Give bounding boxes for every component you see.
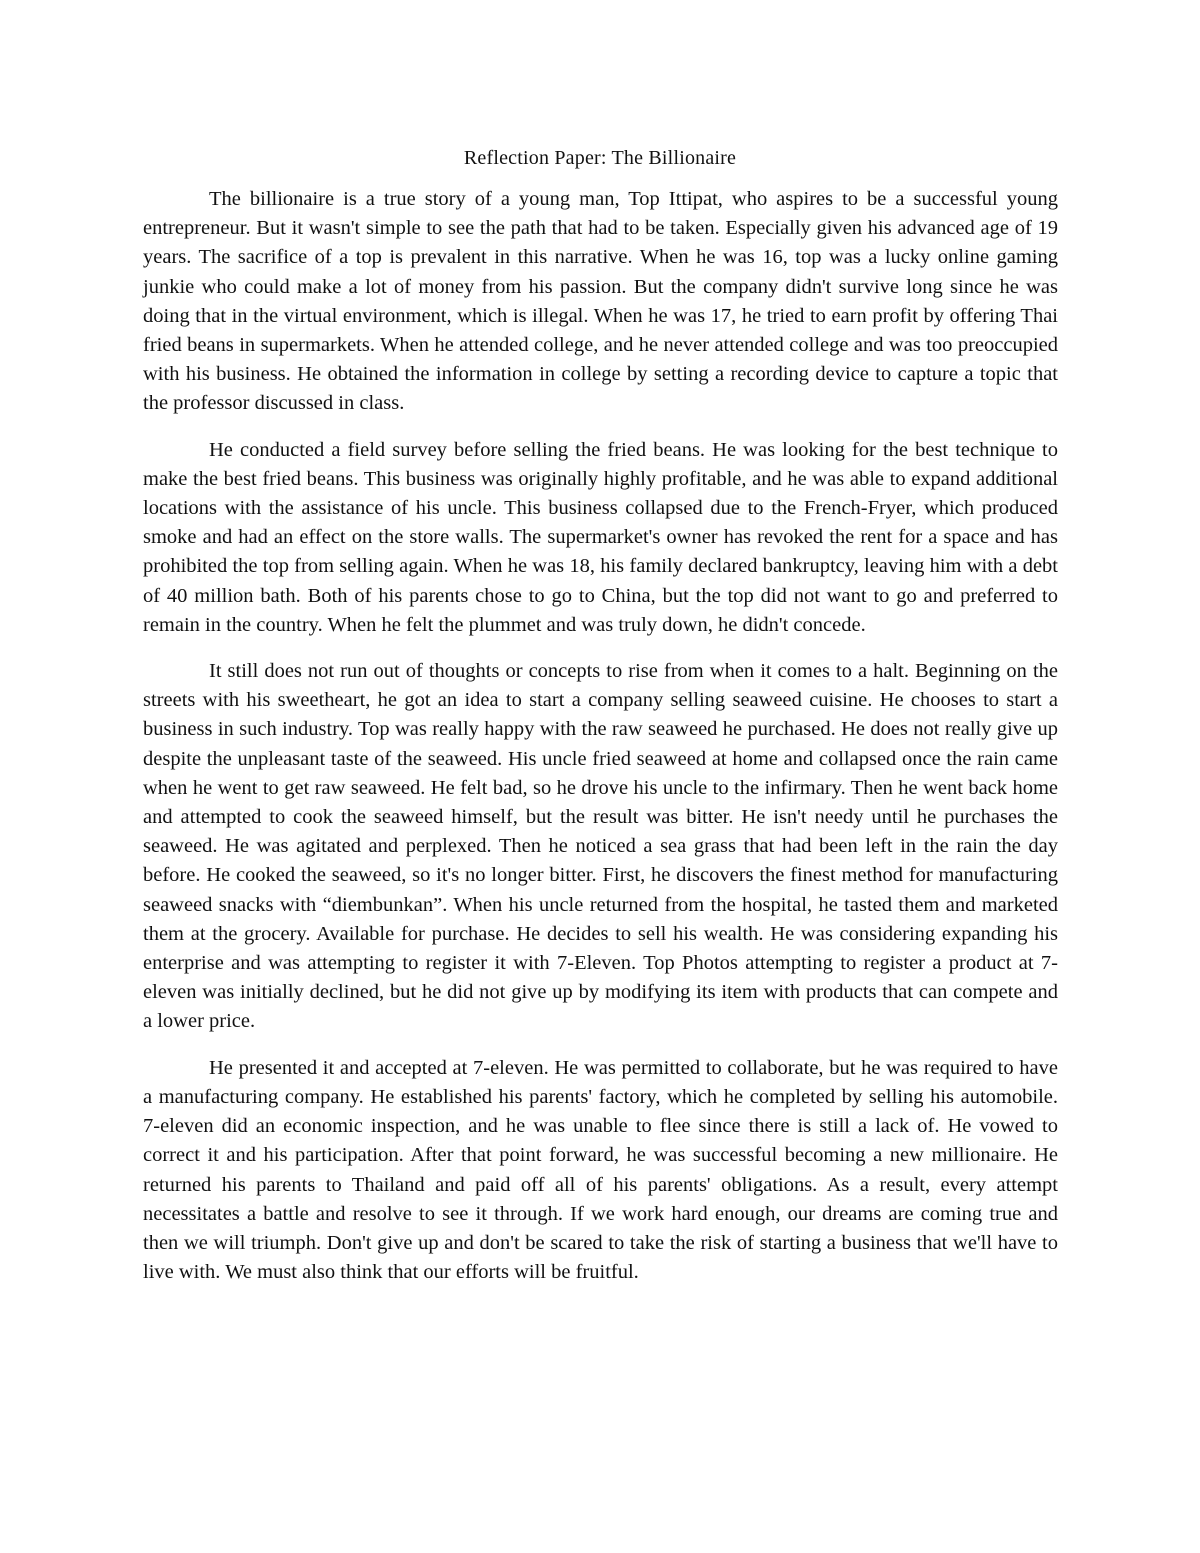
document-body — [143, 185, 1058, 1304]
document-title: Reflection Paper: The Billionaire — [463, 147, 737, 169]
paragraph-1: The billionaire is a true story of a young man, Top Ittipat, who aspires to be a successful young entrepreneur. But it wasn't simple to see the path that had to be taken. Especially given his advanced age of 19 years. The sacrifice of a top is prevalent in this narrative. When he was 16, top was a lucky online gaming junkie who could make a lot of money from his passion. But the company didn't survive long since he was doing that in the virtual environment, which is illegal. When he was 17, he tried to earn profit by offering Thai fried beans in supermarkets. When he attended college, and he never attended college and was too preoccupied with his business. He obtained the information in college by setting a recording device to capture a topic that the professor discussed in class. — [143, 188, 1058, 415]
paragraph-2: He conducted a field survey before selling the fried beans. He was looking for the best technique to make the best fried beans. This business was originally highly profitable, and he was able to expand additional locations with the assistance of his uncle. This business collapsed due to the French-Fryer, which produced smoke and had an effect on the store walls. The supermarket's owner has revoked the rent for a space and has prohibited the top from selling again. When he was 18, his family declared bankruptcy, leaving him with a debt of 40 million bath. Both of his parents chose to go to China, but the top did not want to go and preferred to remain in the country. When he felt the plummet and was truly down, he didn't concede. — [143, 438, 1058, 636]
paragraph-3: It still does not run out of thoughts or concepts to rise from when it comes to a halt. Beginning on the streets with his sweetheart, he got an idea to start a company selling seaweed cuisine. He chooses to start a business in such industry. Top was really happy with the raw seaweed he purchased. He does not really give up despite the unpleasant taste of the seaweed. His uncle fried seaweed at home and collapsed once the rain came when he went to get raw seaweed. He felt bad, so he drove his uncle to the infirmary. Then he went back home and attempted to cook the seaweed himself, but the result was bitter. He isn't needy until he purchases the seaweed. He was agitated and perplexed. Then he noticed a sea grass that had been left in the rain the day before. He cooked the seaweed, so it's no longer bitter. First, he discovers the finest method for manufacturing seaweed snacks with “diembunkan”. When his uncle returned from the hospital, he tasted them and marketed them at the grocery. Available for purchase. He decides to sell his wealth. He was considering expanding his enterprise and was attempting to register it with 7-Eleven. Top Photos attempting to register a product at 7-eleven was initially declined, but he did not give up by modifying its item with products that can compete and a lower price. — [143, 660, 1058, 1033]
paragraph-4: He presented it and accepted at 7-eleven. He was permitted to collaborate, but he was required to have a manufacturing company. He established his parents' factory, which he completed by selling his automobile. 7-eleven did an economic inspection, and he was unable to flee since there is still a lack of. He vowed to correct it and his participation. After that point forward, he was successful becoming a new millionaire. He returned his parents to Thailand and paid off all of his parents' obligations. As a result, every attempt necessitates a battle and resolve to see it through. If we work hard enough, our dreams are coming true and then we will triumph. Don't give up and don't be scared to take the risk of starting a business that we'll have to live with. We must also think that our efforts will be fruitful. — [143, 1056, 1058, 1284]
